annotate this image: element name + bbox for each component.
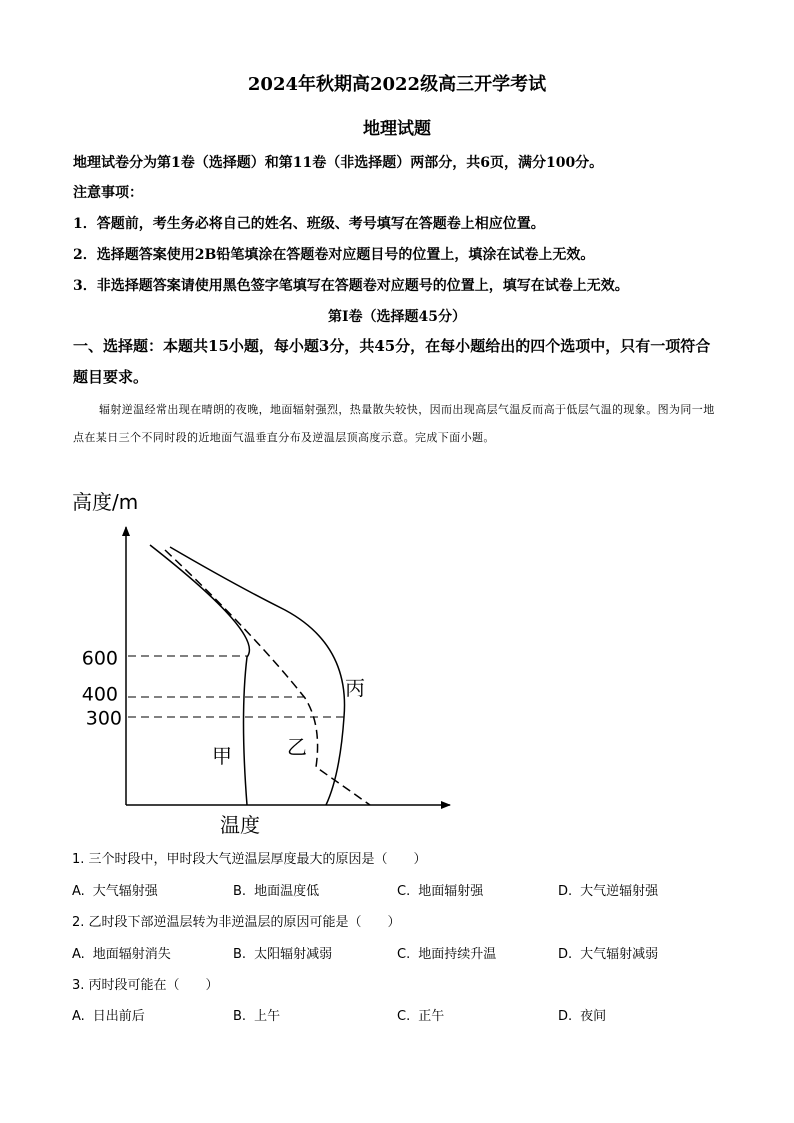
q1-option-d[interactable]: D. 大气逆辐射强 bbox=[558, 884, 659, 899]
curve-label-jia: 甲 bbox=[212, 744, 232, 768]
y-tick-300: 300 bbox=[85, 707, 122, 730]
q1-option-a[interactable]: A. 大气辐射强 bbox=[72, 884, 158, 899]
q3-option-b[interactable]: B. 上午 bbox=[233, 1009, 281, 1024]
curve-bing bbox=[170, 547, 345, 805]
q2-option-b[interactable]: B. 太阳辐射减弱 bbox=[233, 947, 333, 962]
x-axis-label: 温度 bbox=[220, 813, 260, 837]
notice-item-2: 2．选择题答案使用2B铅笔填涂在答题卷对应题目号的位置上，填涂在试卷上无效。 bbox=[73, 247, 595, 263]
notice-heading: 注意事项： bbox=[73, 185, 143, 201]
notice-item-3: 3．非选择题答案请使用黑色签字笔填写在答题卷对应题号的位置上，填写在试卷上无效。 bbox=[73, 278, 629, 294]
q3-option-a[interactable]: A. 日出前后 bbox=[72, 1009, 145, 1024]
curve-yi bbox=[165, 550, 370, 805]
q3-option-d[interactable]: D. 夜间 bbox=[558, 1009, 607, 1024]
q3-option-c[interactable]: C. 正午 bbox=[397, 1009, 445, 1024]
section-title: 第Ⅰ卷（选择题45分） bbox=[327, 309, 467, 325]
y-tick-600: 600 bbox=[81, 647, 118, 670]
exam-structure-note: 地理试卷分为第1卷（选择题）和第11卷（非选择题）两部分，共6页，满分100分。 bbox=[73, 155, 604, 171]
exam-title: 2024年秋期高2022级高三开学考试 bbox=[247, 74, 547, 95]
q1-option-c[interactable]: C. 地面辐射强 bbox=[397, 884, 484, 899]
reading-passage: 辐射逆温经常出现在晴朗的夜晚，地面辐射强烈，热量散失较快，因而出现高层气温反而高于低层气温的现象。图为同一地点在某日三个不同时段的近地面气温垂直分布及逆温层顶高度示意。完成下面小题。 bbox=[73, 403, 715, 444]
question-1-stem: 1. 三个时段中，甲时段大气逆温层厚度最大的原因是（ ） bbox=[72, 852, 427, 867]
q1-option-b[interactable]: B. 地面温度低 bbox=[233, 884, 320, 899]
q2-option-a[interactable]: A. 地面辐射消失 bbox=[72, 947, 171, 962]
notice-item-1: 1．答题前，考生务必将自己的姓名、班级、考号填写在答题卷上相应位置。 bbox=[73, 216, 545, 232]
q2-option-c[interactable]: C. 地面持续升温 bbox=[397, 947, 497, 962]
curve-label-yi: 乙 bbox=[287, 735, 307, 759]
y-axis-label: 高度/m bbox=[72, 490, 139, 514]
question-3-stem: 3. 丙时段可能在（ ） bbox=[72, 978, 219, 993]
y-tick-400: 400 bbox=[81, 683, 118, 706]
section-instruction: 一、选择题：本题共15小题，每小题3分，共45分，在每小题给出的四个选项中，只有一项符合题目要求。 bbox=[73, 337, 711, 386]
temperature-profile-figure bbox=[60, 485, 480, 845]
q2-option-d[interactable]: D. 大气辐射减弱 bbox=[558, 947, 659, 962]
curve-label-bing: 丙 bbox=[345, 676, 365, 700]
question-2-stem: 2. 乙时段下部逆温层转为非逆温层的原因可能是（ ） bbox=[72, 915, 401, 930]
subject-title: 地理试题 bbox=[363, 119, 431, 139]
